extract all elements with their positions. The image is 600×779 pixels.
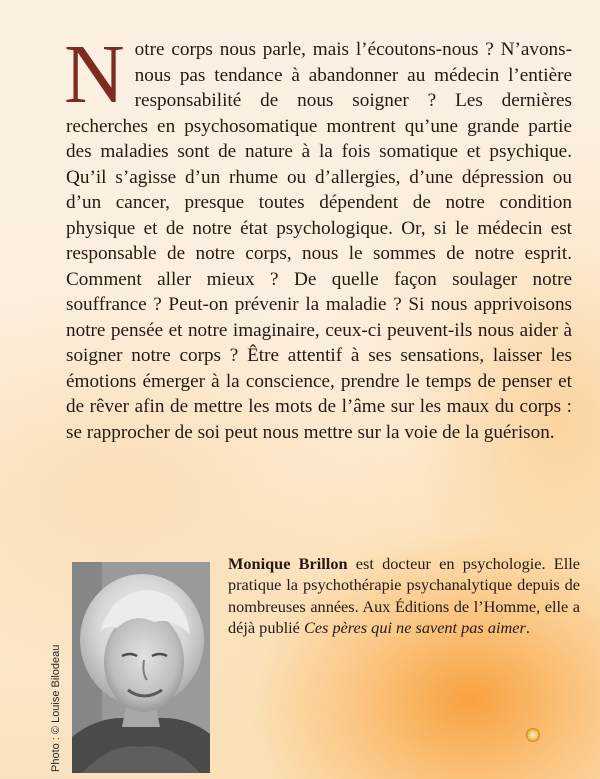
dropcap-letter: N bbox=[64, 28, 125, 121]
book-title: Ces pères qui ne savent pas aimer bbox=[303, 618, 526, 638]
author-bio-end: . bbox=[525, 618, 530, 638]
author-photo bbox=[72, 562, 210, 773]
author-name: Monique Brillon bbox=[228, 554, 348, 573]
author-bio bbox=[228, 553, 580, 639]
main-description-text: otre corps nous parle, mais l’écoutons-nous ? N’avons-nous pas tendance à abandonner au médecin l’entière responsabilité de nous soigner ? Les dernières recherches en psychosomatique montrent qu’une grande partie des maladies sont de nature à la fois somatique et psychique. Qu’il s’agisse d’un rhume ou d’allergies, d’une dépression ou d’un cancer, presque toutes dépendent de notre condition physique et de notre état psychologique. Or, si le médecin est responsable de notre corps, nous le sommes de notre esprit. Comment aller mieux ? De quelle façon soulager notre souffrance ? Peut-on prévenir la maladie ? Si nous apprivoisons notre pensée et notre imaginaire, ceux-ci peuvent-ils nous aider à soigner notre corps ? Être attentif à ses sensations, laisser les émotions émerger à la conscience, prendre le temps de penser et de rêver afin de mettre les mots de l’âme sur les maux du corps : se rapprocher de soi peut nous mettre sur la voie de la guérison. bbox=[66, 39, 572, 443]
decorative-light-orb bbox=[526, 728, 540, 742]
photo-credit: Photo : © Louise Bilodeau bbox=[50, 644, 62, 772]
main-description bbox=[64, 28, 572, 445]
author-bio-text: est docteur en psychologie. Elle pratique la psychothérapie psychanalytique depuis de nombreuses années. Aux Éditions de l’Homme, elle a déjà publié bbox=[228, 554, 580, 638]
